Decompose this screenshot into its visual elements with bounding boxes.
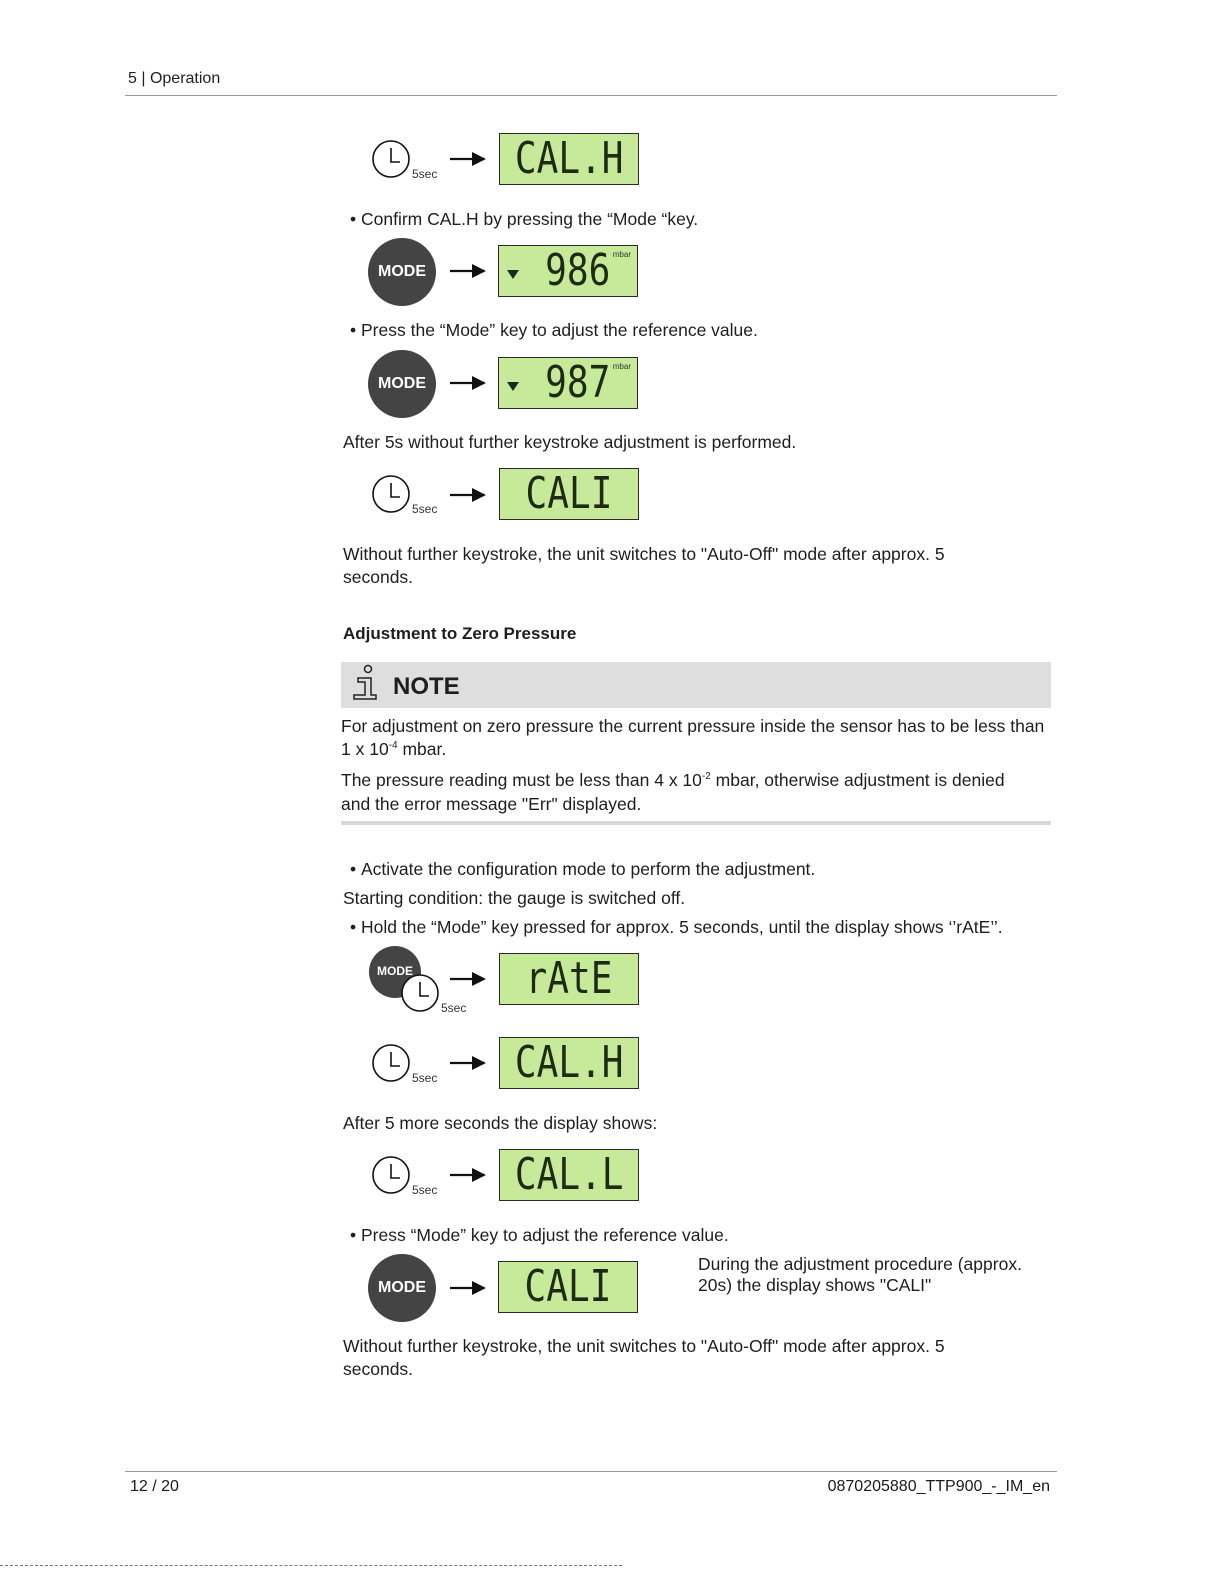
note-text-2a-base: The pressure reading must be less than 4 x 10 [341,770,702,790]
note-text-1b-base: 1 x 10 [341,739,389,759]
arrow-right-icon [450,971,486,992]
text-auto-off-1b: seconds. [343,567,414,587]
document-id: 0870205880_TTP900_-_IM_en [827,1478,1050,1495]
instruction-hold: • Hold the “Mode” key pressed for approx. 5 seconds, until the display shows ‘’rAtE’’. [350,916,1003,939]
lcd-display [499,1037,639,1089]
arrow-right-icon [450,263,486,284]
instruction-press-mode: • Press “Mode” key to adjust the reference value. [350,1224,729,1247]
lcd-readout: CALI [525,468,613,519]
instruction-press-adjust: • Press the “Mode” key to adjust the reference value. [350,319,758,342]
header-divider [125,95,1057,96]
lcd-readout: 987 [545,357,611,408]
lcd-display [498,1261,638,1313]
note-bottom-rule [341,821,1051,825]
note-text-1a: For adjustment on zero pressure the current pressure inside the sensor has to be less than [341,716,1045,736]
header-section: 5 | Operation [128,70,221,87]
arrow-right-icon [450,1280,486,1301]
arrow-right-icon [450,487,486,508]
down-triangle-icon [507,382,519,391]
lcd-display [499,953,639,1005]
lcd-readout: 986 [545,245,611,296]
scan-artifact-line [0,1565,622,1566]
arrow-right-icon [450,1055,486,1076]
note-exponent-1: -4 [388,740,398,752]
note-title: NOTE [393,673,460,700]
lcd-readout: CAL.H [514,1037,624,1088]
page-number: 12 / 20 [130,1478,179,1495]
mode-key-icon: MODE [368,350,436,418]
instruction-activate: • Activate the configuration mode to perform the adjustment. [350,858,815,881]
duration-label: 5sec [412,1071,438,1085]
unit-label: mbar [612,362,631,371]
mode-key-icon: MODE [369,946,421,998]
arrow-right-icon [450,1167,486,1188]
section-heading: Adjustment to Zero Pressure [343,624,577,643]
mode-key-icon: MODE [368,238,436,306]
duration-label: 5sec [412,502,438,516]
note-text-2a [341,769,1005,792]
unit-label: mbar [612,250,631,259]
text-auto-off-2a: Without further keystroke, the unit switches to "Auto-Off" mode after approx. 5 [343,1336,945,1356]
clock-icon [372,140,410,183]
instruction-confirm: • Confirm CAL.H by pressing the “Mode “key. [350,208,698,231]
text-after-5s: After 5s without further keystroke adjustment is performed. [343,432,797,452]
lcd-readout: rAtE [525,953,613,1004]
text-after-5-more: After 5 more seconds the display shows: [343,1113,658,1133]
side-note-b: 20s) the display shows "CALI" [698,1275,932,1295]
arrow-right-icon [450,151,486,172]
mode-key-icon: MODE [368,1254,436,1322]
duration-label: 5sec [412,167,438,181]
note-text-1b-unit: mbar. [397,739,447,759]
text-auto-off-2b: seconds. [343,1359,414,1379]
note-text-2a-rest: mbar, otherwise adjustment is denied [710,770,1005,790]
footer-divider [125,1471,1057,1472]
lcd-readout: CAL.L [514,1149,624,1200]
clock-icon [372,475,410,518]
text-starting-condition: Starting condition: the gauge is switched off. [343,888,686,908]
down-triangle-icon [507,270,519,279]
arrow-right-icon [450,375,486,396]
side-note-a: During the adjustment procedure (approx. [698,1254,1022,1274]
duration-label: 5sec [441,1001,467,1015]
text-auto-off-1a: Without further keystroke, the unit switches to "Auto-Off" mode after approx. 5 [343,544,945,564]
lcd-display [498,245,638,297]
note-exponent-2: -2 [701,771,711,783]
duration-label: 5sec [412,1183,438,1197]
clock-icon [372,1156,410,1199]
clock-icon [401,974,439,1017]
lcd-display [499,133,639,185]
lcd-display [499,468,639,520]
clock-icon [372,1044,410,1087]
lcd-display [498,357,638,409]
note-text-1b [341,738,446,761]
note-text-2b: and the error message "Err" displayed. [341,794,642,814]
info-icon [350,664,380,707]
lcd-readout: CALI [524,1261,612,1312]
lcd-readout: CAL.H [514,133,624,184]
lcd-display [499,1149,639,1201]
